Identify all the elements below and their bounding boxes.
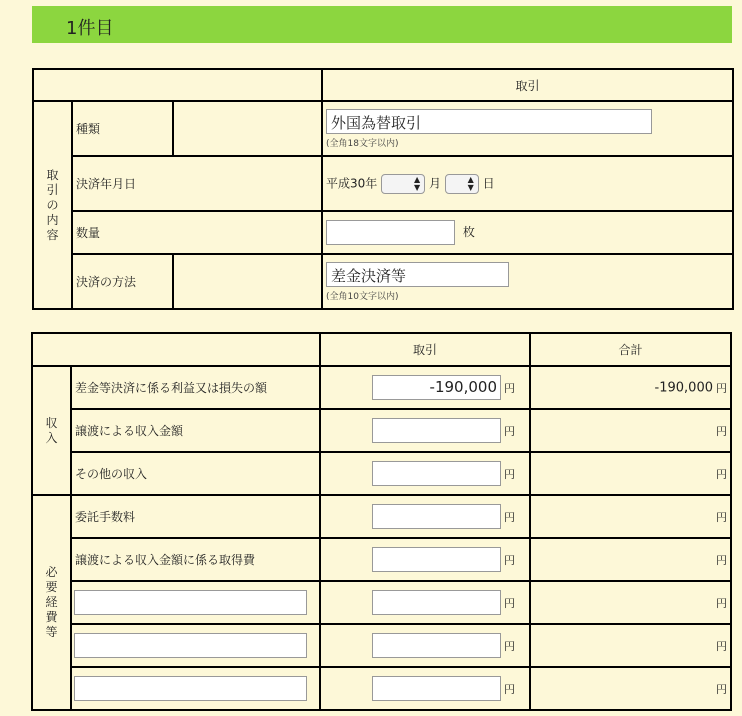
day-text: 日 xyxy=(482,176,495,190)
method-note: (全角10文字以内) xyxy=(326,291,399,302)
custom-expense-label-input-1[interactable] xyxy=(74,590,307,615)
era-year-text: 平成30年 xyxy=(326,176,378,190)
col-header-total: 合計 xyxy=(530,333,731,366)
custom-expense-label-input-2[interactable] xyxy=(74,633,307,658)
group-label-necessary-expenses: 必 要 経 費 等 xyxy=(32,495,71,710)
settlement-profit-loss-input[interactable]: -190,000 xyxy=(372,375,501,400)
settlement-profit-loss-total: -190,000 xyxy=(654,380,713,395)
col-header-trade: 取引 xyxy=(320,333,530,366)
yen-unit: 円 xyxy=(716,510,727,524)
transaction-details-table xyxy=(32,68,734,310)
blank-cell xyxy=(173,101,322,156)
yen-unit: 円 xyxy=(504,596,515,610)
kind-note: (全角18文字以内) xyxy=(326,138,399,149)
group-label-transaction-content: 取 引 の 内 容 xyxy=(33,101,72,309)
up-down-arrows-icon: ▲ ▼ xyxy=(467,174,474,192)
row-label-kind: 種類 xyxy=(72,101,173,156)
yen-unit: 円 xyxy=(716,596,727,610)
yen-unit: 円 xyxy=(716,424,727,438)
yen-unit: 円 xyxy=(504,682,515,696)
blank-cell xyxy=(173,254,322,309)
yen-unit: 円 xyxy=(504,467,515,481)
empty-header-cell xyxy=(33,69,322,101)
row-label-other-income: その他の収入 xyxy=(71,452,320,495)
row-label-commission: 委託手数料 xyxy=(71,495,320,538)
yen-unit: 円 xyxy=(504,510,515,524)
row-label-quantity: 数量 xyxy=(72,211,322,254)
month-select[interactable] xyxy=(381,174,425,194)
other-income-input[interactable] xyxy=(372,461,501,486)
section-header xyxy=(32,6,732,43)
up-down-arrows-icon: ▲ ▼ xyxy=(413,174,421,192)
empty-header-cell xyxy=(32,333,320,366)
method-input[interactable]: 差金決済等 xyxy=(326,262,509,287)
yen-unit: 円 xyxy=(716,639,727,653)
custom-expense-label-input-3[interactable] xyxy=(74,676,307,701)
row-label-settlement-profit-loss: 差金等決済に係る利益又は損失の額 xyxy=(71,366,320,409)
kind-input[interactable]: 外国為替取引 xyxy=(326,109,652,134)
custom-expense-input-1[interactable] xyxy=(372,590,501,615)
yen-unit: 円 xyxy=(716,381,727,395)
yen-unit: 円 xyxy=(716,553,727,567)
col-header-trade: 取引 xyxy=(322,69,733,101)
group-label-income: 収 入 xyxy=(32,366,71,495)
yen-unit: 円 xyxy=(504,381,515,395)
quantity-unit: 枚 xyxy=(462,225,475,239)
yen-unit: 円 xyxy=(504,553,515,567)
quantity-input[interactable] xyxy=(326,220,455,245)
commission-input[interactable] xyxy=(372,504,501,529)
row-label-transfer-income: 譲渡による収入金額 xyxy=(71,409,320,452)
custom-expense-input-3[interactable] xyxy=(372,676,501,701)
yen-unit: 円 xyxy=(716,682,727,696)
transfer-income-input[interactable] xyxy=(372,418,501,443)
yen-unit: 円 xyxy=(716,467,727,481)
yen-unit: 円 xyxy=(504,424,515,438)
yen-unit: 円 xyxy=(504,639,515,653)
row-label-settlement-method: 決済の方法 xyxy=(72,254,173,309)
row-label-settlement-date: 決済年月日 xyxy=(72,156,322,211)
section-title: 1件目 xyxy=(66,18,114,39)
month-text: 月 xyxy=(428,176,441,190)
income-expense-table xyxy=(31,332,732,711)
custom-expense-input-2[interactable] xyxy=(372,633,501,658)
acquisition-cost-input[interactable] xyxy=(372,547,501,572)
row-label-acquisition-cost: 譲渡による収入金額に係る取得費 xyxy=(71,538,320,581)
day-select[interactable] xyxy=(445,174,479,194)
